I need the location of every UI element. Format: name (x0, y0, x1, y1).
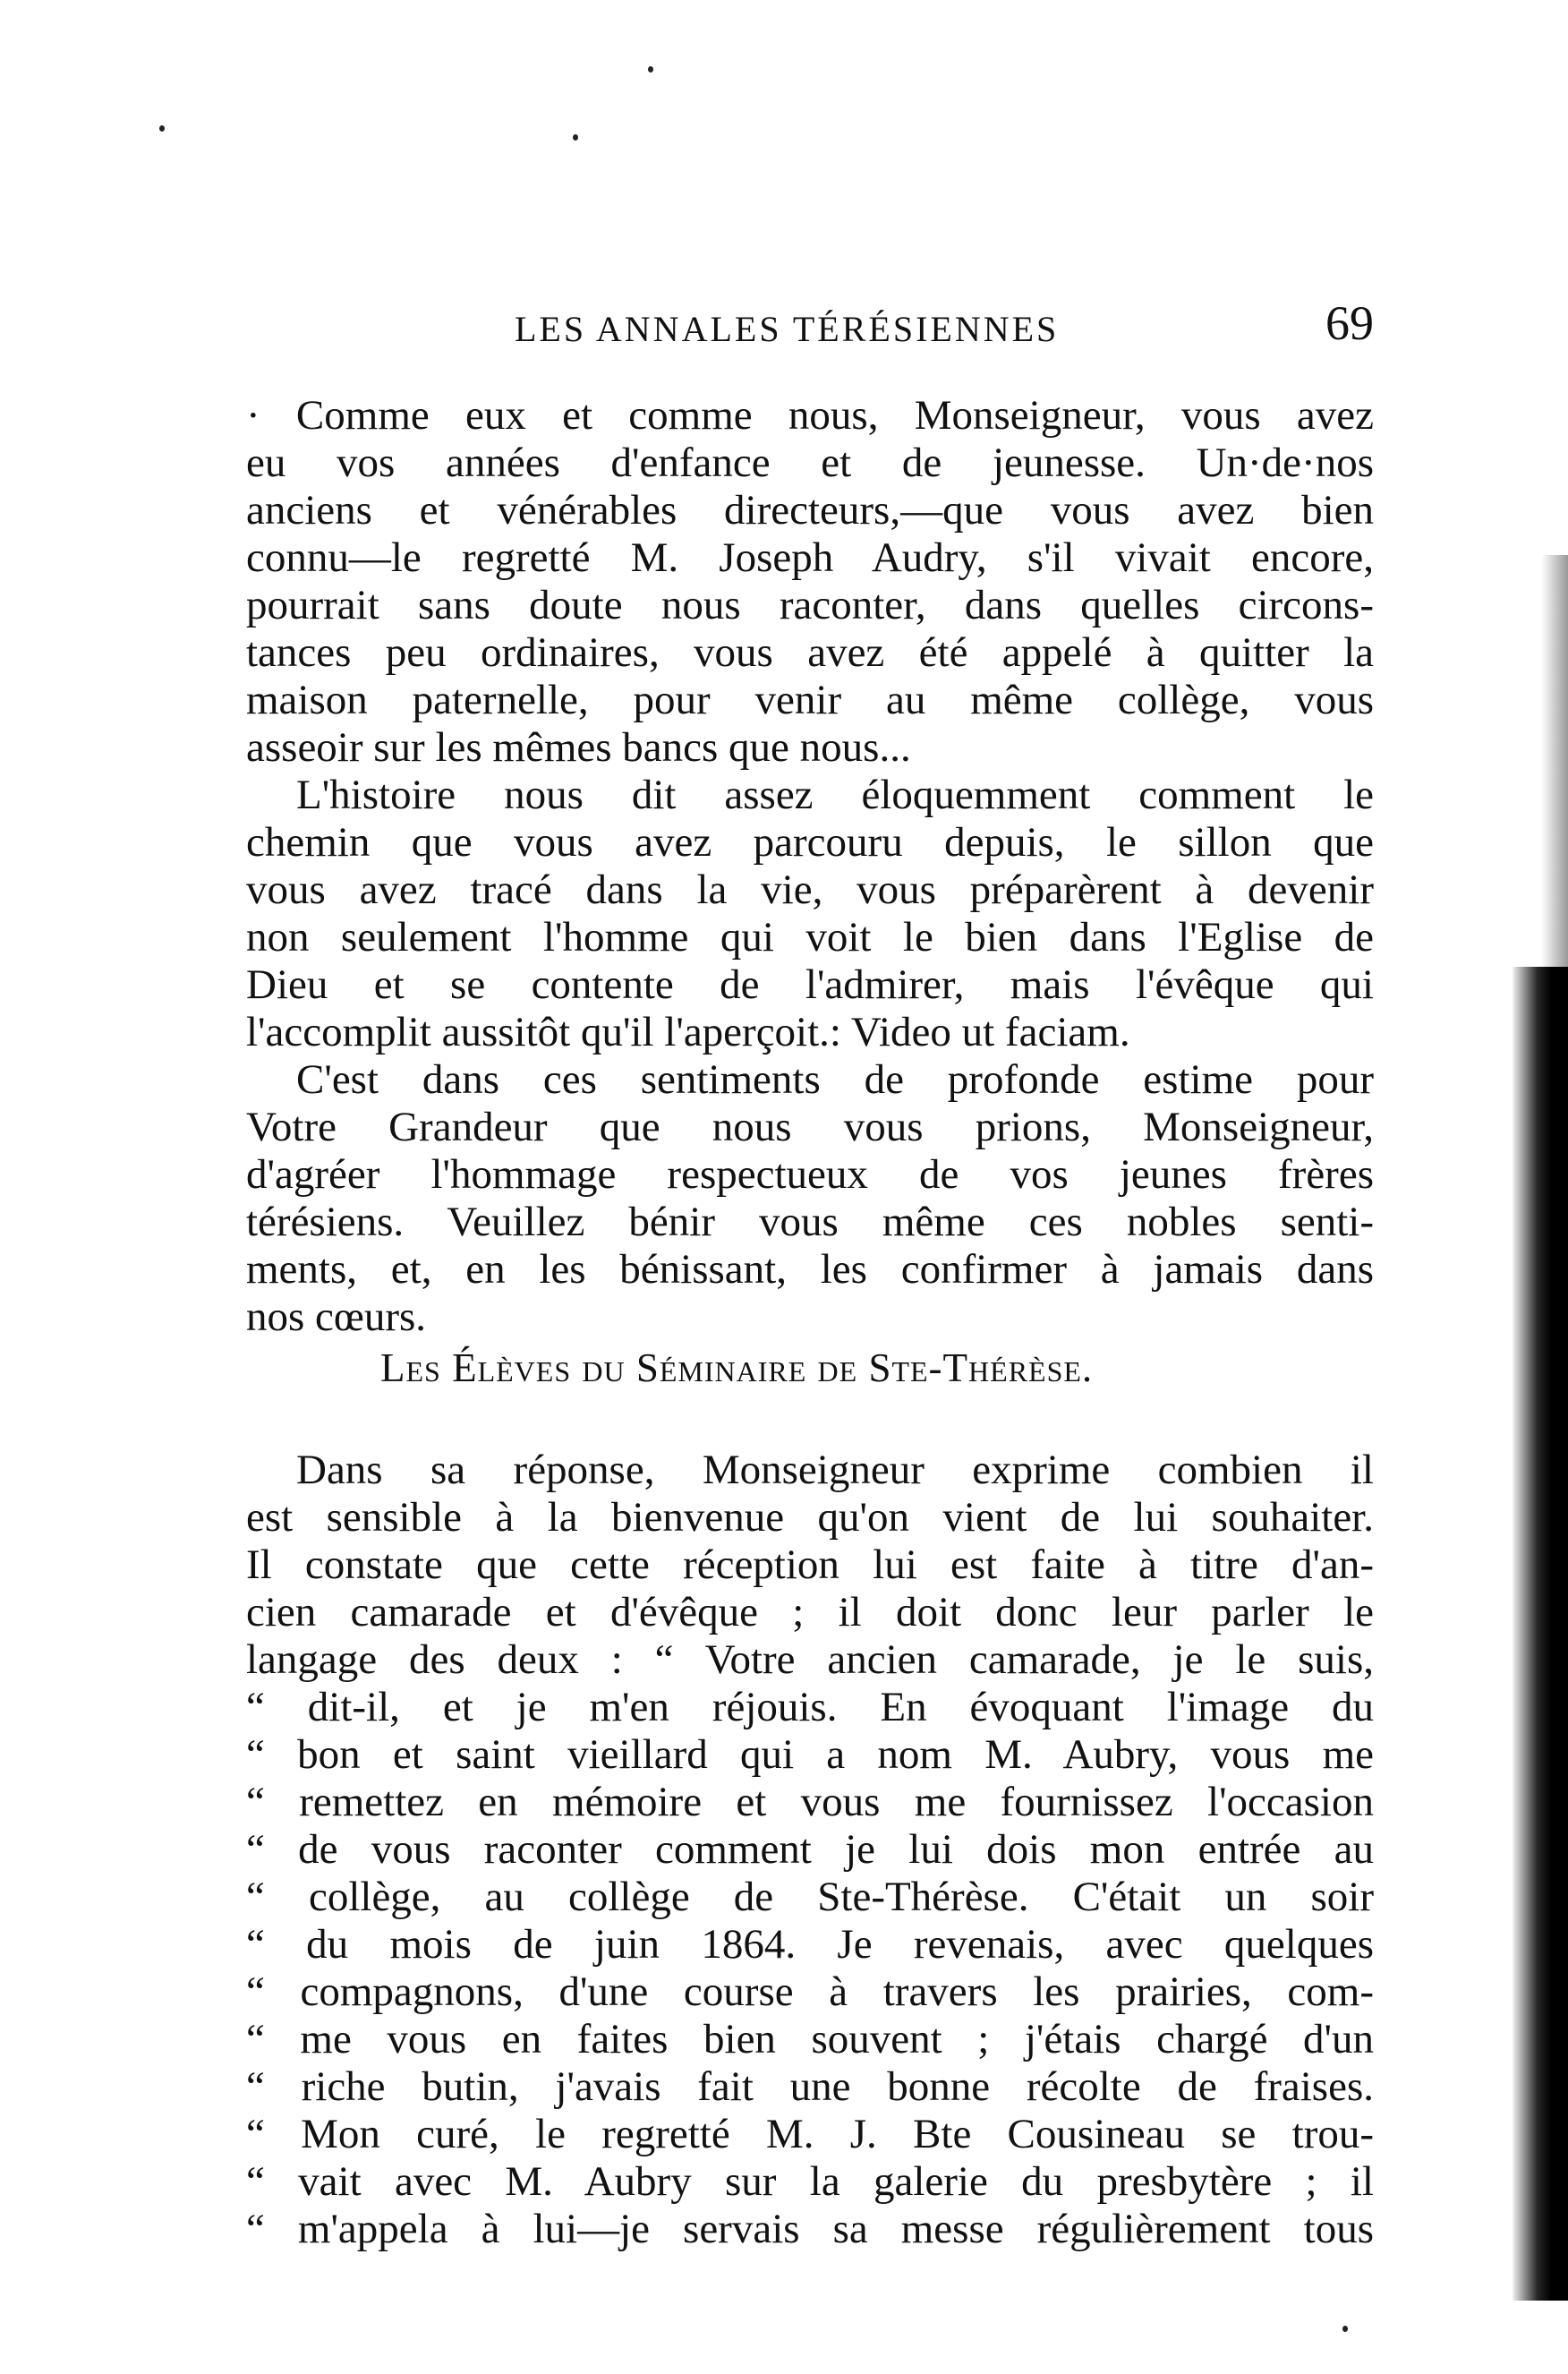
text-line: Il constate que cette réception lui est faite à titre d'an- (246, 1541, 1374, 1588)
text-line: langage des deux : “ Votre ancien camarade, je le suis, (246, 1636, 1374, 1683)
text-line: “ dit-il, et je m'en réjouis. En évoquant l'image du (246, 1684, 1374, 1730)
body-text (246, 392, 1374, 2253)
text-line: connu—le regretté M. Joseph Audry, s'il vivait encore, (246, 534, 1374, 581)
text-line: “ Mon curé, le regretté M. J. Bte Cousineau se trou- (246, 2111, 1374, 2157)
text-line: “ du mois de juin 1864. Je revenais, avec quelques (246, 1921, 1374, 1968)
text-line: maison paternelle, pour venir au même collège, vous (246, 677, 1374, 723)
scan-speck (648, 66, 653, 73)
text-line: “ collège, au collège de Ste-Thérèse. C'était un soir (246, 1874, 1374, 1920)
text-line: “ me vous en faites bien souvent ; j'étais chargé d'un (246, 2016, 1374, 2062)
text-line: “ remettez en mémoire et vous me fournissez l'occasion (246, 1779, 1374, 1825)
text-line: “ compagnons, d'une course à travers les prairies, com- (246, 1968, 1374, 2015)
text-line: pourrait sans doute nous raconter, dans quelles circons- (246, 582, 1374, 628)
text-line: térésiens. Veuillez bénir vous même ces nobles senti- (246, 1199, 1374, 1245)
text-line: L'histoire nous dit assez éloquemment comment le (296, 772, 1374, 818)
text-line: ments, et, en les bénissant, les confirmer à jamais dans (246, 1246, 1374, 1293)
text-line: “ riche butin, j'avais fait une bonne récolte de fraises. (246, 2063, 1374, 2110)
scan-speck (1342, 2326, 1348, 2332)
text-line: vous avez tracé dans la vie, vous préparèrent à devenir (246, 867, 1374, 913)
text-line: tances peu ordinaires, vous avez été appelé à quitter la (246, 629, 1374, 676)
scan-speck (573, 134, 578, 141)
text-line: est sensible à la bienvenue qu'on vient de lui souhaiter. (246, 1494, 1374, 1541)
text-line: non seulement l'homme qui voit le bien dans l'Eglise de (246, 914, 1374, 961)
text-line: “ de vous raconter comment je lui dois mon entrée au (246, 1826, 1374, 1873)
text-line: “ m'appela à lui—je servais sa messe régulièrement tous (246, 2206, 1374, 2252)
signature: Les Élèves du Séminaire de Ste-Thérèse. (380, 1345, 1094, 1390)
scan-spine-shadow (1541, 555, 1568, 967)
running-title: LES ANNALES TÉRÉSIENNES (515, 309, 1060, 349)
text-line: eu vos années d'enfance et de jeunesse. Un·de·nos (246, 440, 1374, 486)
text-line: cien camarade et d'évêque ; il doit donc leur parler le (246, 1589, 1374, 1635)
text-line: Dans sa réponse, Monseigneur exprime combien il (296, 1447, 1374, 1493)
scan-speck (159, 125, 165, 132)
text-line: anciens et vénérables directeurs,—que vous avez bien (246, 487, 1374, 534)
text-line: Votre Grandeur que nous vous prions, Monseigneur, (246, 1104, 1374, 1150)
text-line: chemin que vous avez parcouru depuis, le sillon que (246, 819, 1374, 866)
text-line: “ vait avec M. Aubry sur la galerie du presbytère ; il (246, 2158, 1374, 2205)
section-gap (246, 1395, 1374, 1447)
text-line: d'agréer l'hommage respectueux de vos jeunes frères (246, 1151, 1374, 1198)
text-line: asseoir sur les mêmes bancs que nous... (246, 724, 911, 771)
text-line: nos cœurs. (246, 1294, 427, 1340)
scan-spine-edge (1513, 967, 1568, 2301)
text-line: “ bon et saint vieillard qui a nom M. Aubry, vous me (246, 1731, 1374, 1778)
text-line: l'accomplit aussitôt qu'il l'aperçoit.: Video ut faciam. (246, 1009, 1130, 1055)
page-number: 69 (1325, 296, 1374, 350)
running-head (246, 295, 1374, 367)
text-line: · Comme eux et comme nous, Monseigneur, vous avez (246, 392, 1374, 439)
text-line: Dieu et se contente de l'admirer, mais l'évêque qui (246, 961, 1374, 1008)
text-line: C'est dans ces sentiments de profonde estime pour (296, 1056, 1374, 1103)
